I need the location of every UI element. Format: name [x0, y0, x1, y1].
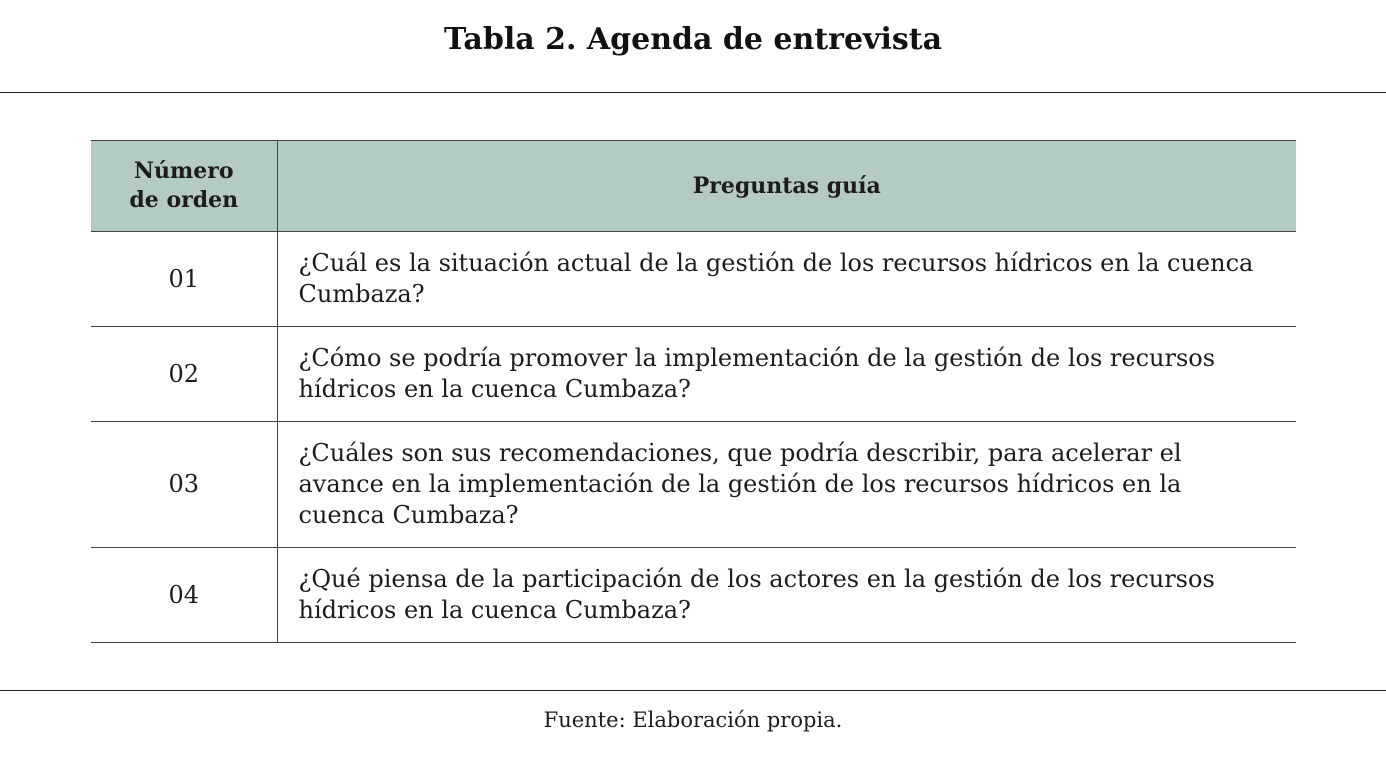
row-question: ¿Cómo se podría promover la implementación de la gestión de los recursos hídricos en la cuenca Cumbaza? [277, 327, 1296, 422]
column-header-number [91, 141, 277, 232]
row-number: 04 [91, 548, 277, 643]
row-question: ¿Cuál es la situación actual de la gestión de los recursos hídricos en la cuenca Cumbaza? [277, 232, 1296, 327]
table-row [91, 422, 1296, 548]
row-number: 03 [91, 422, 277, 548]
row-number: 01 [91, 232, 277, 327]
row-question: ¿Qué piensa de la participación de los actores en la gestión de los recursos hídricos en la cuenca Cumbaza? [277, 548, 1296, 643]
column-header-questions: Preguntas guía [277, 141, 1296, 232]
table-row [91, 548, 1296, 643]
source-note: Fuente: Elaboración propia. [543, 708, 843, 732]
interview-agenda-table [91, 140, 1296, 643]
table-header-row [91, 141, 1296, 232]
column-header-number-line1: Número [133, 158, 234, 184]
table-row [91, 232, 1296, 327]
bottom-divider [0, 690, 1386, 691]
table-row [91, 327, 1296, 422]
row-question: ¿Cuáles son sus recomendaciones, que podría describir, para acelerar el avance en la implementación de la gestión de los recursos hídricos en la cuenca Cumbaza? [277, 422, 1296, 548]
table-title: Tabla 2. Agenda de entrevista [443, 22, 943, 57]
column-header-number-line2: de orden [129, 187, 239, 213]
top-divider [0, 92, 1386, 93]
row-number: 02 [91, 327, 277, 422]
